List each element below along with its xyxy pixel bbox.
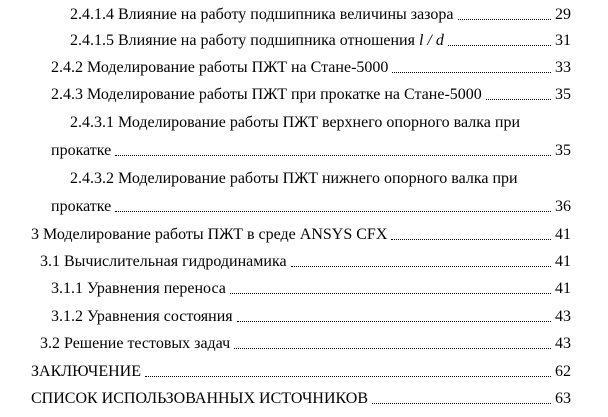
toc-entry-page: 36 [555, 198, 571, 215]
toc-entry-title: 3.2 Решение тестовых задач [40, 335, 231, 352]
leader-dots [230, 293, 551, 294]
toc-entry-line1[interactable] [0, 112, 608, 134]
toc-entry-page: 43 [555, 335, 571, 352]
toc-entry-title: 2.4.3 Моделирование работы ПЖТ при прокатке на Стане-5000 [51, 86, 482, 103]
toc-entry[interactable] [0, 222, 608, 244]
leader-dots [392, 72, 551, 73]
leader-dots [448, 45, 551, 46]
toc-entry-line1[interactable] [0, 168, 608, 190]
leader-dots [291, 266, 551, 267]
toc-entry-page: 41 [555, 280, 571, 297]
toc-entry-title-cont: прокатке [51, 142, 112, 159]
toc-entry-title: 2.4.1.4 Влияние на работу подшипника величины зазора [70, 6, 454, 23]
toc-entry-page: 35 [555, 86, 571, 103]
toc-entry-title: 3 Моделирование работы ПЖТ в среде ANSYS CFX [31, 226, 388, 243]
toc-entry-title: ЗАКЛЮЧЕНИЕ [31, 363, 141, 380]
toc-entry-page: 63 [555, 390, 571, 407]
toc-entry-page: 62 [555, 363, 571, 380]
toc-entry-title: 2.4.3.1 Моделирование работы ПЖТ верхнего опорного валка при [70, 114, 520, 131]
toc-entry[interactable] [0, 304, 608, 326]
leader-dots [115, 155, 551, 156]
leader-dots [391, 239, 551, 240]
toc-entry-title: 2.4.1.5 Влияние на работу подшипника отношения l / d [70, 32, 444, 49]
toc-entry-title: 3.1 Вычислительная гидродинамика [40, 253, 287, 270]
toc-entry-page: 35 [555, 142, 571, 159]
toc-entry[interactable] [0, 359, 608, 381]
toc-entry-page: 29 [555, 6, 571, 23]
toc-entry-title: 3.1.2 Уравнения состояния [51, 308, 233, 325]
toc-entry-line2[interactable] [0, 194, 608, 216]
toc-entry[interactable] [0, 331, 608, 353]
toc-entry[interactable] [0, 249, 608, 271]
toc-entry-line2[interactable] [0, 138, 608, 160]
toc-entry[interactable] [0, 386, 608, 408]
toc-entry-title: 2.4.2 Моделирование работы ПЖТ на Стане-5000 [51, 59, 389, 76]
ratio-symbol: l / d [418, 32, 444, 49]
leader-dots [486, 99, 551, 100]
toc-entry[interactable] [0, 276, 608, 298]
leader-dots [372, 403, 551, 404]
leader-dots [458, 19, 551, 20]
toc-entry[interactable] [0, 82, 608, 104]
toc-entry-page: 31 [555, 32, 571, 49]
leader-dots [145, 376, 551, 377]
toc-entry[interactable] [0, 28, 608, 50]
toc-entry-title: СПИСОК ИСПОЛЬЗОВАННЫХ ИСТОЧНИКОВ [31, 390, 369, 407]
toc-entry[interactable] [0, 55, 608, 77]
leader-dots [234, 348, 551, 349]
toc-entry-page: 41 [555, 253, 571, 270]
toc-entry-page: 41 [555, 226, 571, 243]
leader-dots [115, 211, 551, 212]
toc-entry-title-cont: прокатке [51, 198, 112, 215]
toc-entry[interactable] [0, 2, 608, 24]
toc-entry-title: 2.4.3.2 Моделирование работы ПЖТ нижнего опорного валка при [70, 170, 518, 187]
toc-entry-page: 33 [555, 59, 571, 76]
toc-entry-page: 43 [555, 308, 571, 325]
leader-dots [237, 321, 551, 322]
toc-entry-title: 3.1.1 Уравнения переноса [51, 280, 226, 297]
